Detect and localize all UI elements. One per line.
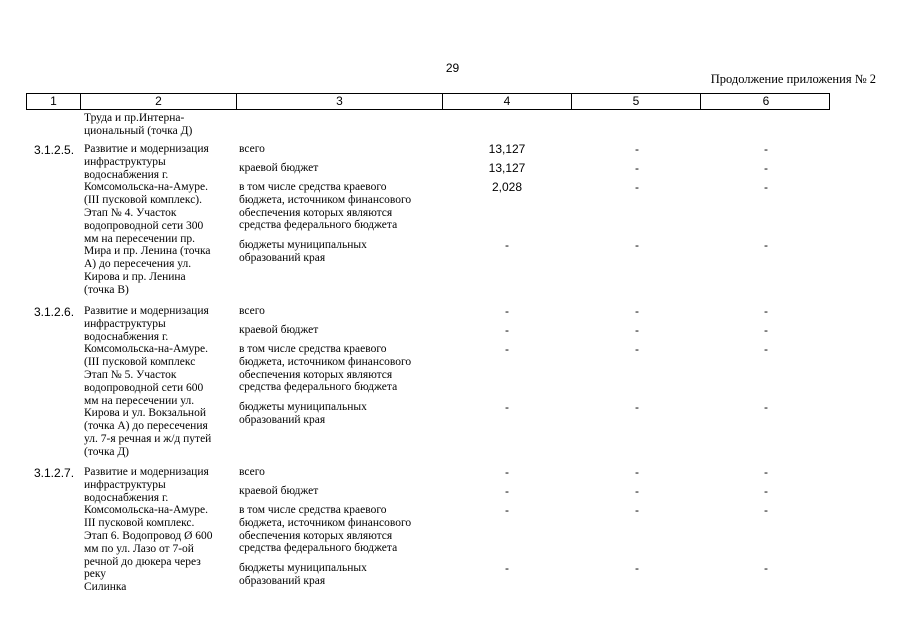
row-description-line: Развитие и модернизация (84, 305, 209, 317)
funding-source-label: в том числе средства краевого (239, 181, 387, 193)
row-description-line: Силинка (84, 581, 127, 594)
value-col-5: - (635, 323, 639, 337)
row-description-line: мм на пересечении ул. (84, 394, 195, 407)
continuation-text: Труда и пр.Интерна- (84, 112, 185, 124)
row-description-line: ул. 7-я речная и ж/д путей (84, 433, 212, 445)
value-col-5: - (635, 400, 639, 414)
value-col-6: - (764, 323, 768, 337)
row-description-line: Этап № 5. Участок (84, 369, 177, 381)
row-description-line: водоснабжения г. (84, 168, 169, 181)
value-col-4: - (505, 323, 509, 337)
value-col-5: - (635, 465, 639, 479)
value-col-5: - (635, 180, 639, 194)
header-col-3: 3 (237, 94, 443, 109)
row-description-line: Мира и пр. Ленина (точка (84, 245, 211, 258)
funding-source-label: всего (239, 143, 265, 155)
header-col-6: 6 (762, 94, 770, 108)
row-description-line: мм на пересечении пр. (84, 232, 196, 245)
value-col-6: - (764, 142, 768, 156)
table-header-row (26, 93, 830, 110)
funding-source-label: средства федерального бюджета (239, 542, 398, 555)
funding-source-label: обеспечения которых являются (239, 206, 393, 219)
row-description-line: Комсомольска-на-Амуре. (84, 181, 209, 194)
row-description-line: речной до дюкера через (84, 555, 201, 568)
row-description-line: водопроводной сети 300 (84, 219, 204, 232)
value-col-5: - (635, 238, 639, 252)
value-col-5: - (635, 503, 639, 517)
funding-source-label: всего (239, 466, 265, 478)
funding-source-label: всего (239, 305, 265, 317)
row-description-line: (III пусковой комплекс). (84, 194, 203, 207)
value-col-4: 2,028 (491, 180, 523, 194)
funding-source-label: бюджета, источником финансового (239, 516, 412, 529)
row-description-line: (точка В) (84, 283, 129, 296)
row-description-line: инфраструктуры (84, 317, 166, 330)
value-col-6: - (764, 342, 768, 356)
funding-source-label: обеспечения которых являются (239, 529, 393, 542)
funding-source-label: бюджеты муниципальных (239, 401, 367, 413)
value-col-4: - (505, 465, 509, 479)
funding-source-label: краевой бюджет (239, 162, 319, 174)
row-description-line: (точка Д) (84, 445, 130, 458)
funding-source-label: бюджета, источником финансового (239, 193, 412, 206)
value-col-6: - (764, 503, 768, 517)
row-description-line: Кирова и пр. Ленина (84, 271, 186, 283)
row-description-line: Этап № 4. Участок (84, 207, 177, 219)
value-col-5: - (635, 142, 639, 156)
row-description-line: водопроводной сети 600 (84, 381, 204, 394)
value-col-5: - (635, 304, 639, 318)
value-col-6: - (764, 304, 768, 318)
value-col-6: - (764, 465, 768, 479)
page-number: 29 (445, 61, 460, 75)
row-description-line: (III пусковой комплекс (84, 356, 196, 369)
value-col-4: 13,127 (488, 142, 526, 156)
value-col-4: - (505, 400, 509, 414)
row-description-line: Кирова и ул. Вокзальной (84, 407, 206, 420)
value-col-5: - (635, 484, 639, 498)
funding-source-label: средства федерального бюджета (239, 219, 398, 232)
funding-source-label: в том числе средства краевого (239, 504, 387, 516)
row-description-line: А) до пересечения ул. (84, 258, 192, 271)
value-col-6: - (764, 161, 768, 175)
value-col-6: - (764, 400, 768, 414)
row-description-line: Комсомольска-на-Амуре. (84, 504, 209, 517)
funding-source-label: образований края (239, 413, 326, 426)
value-col-6: - (764, 180, 768, 194)
header-col-2: 2 (81, 94, 237, 109)
row-description-line: Развитие и модернизация (84, 466, 209, 478)
funding-source-label: обеспечения которых являются (239, 368, 393, 381)
row-description-line: Комсомольска-на-Амуре. (84, 343, 209, 356)
value-col-5: - (635, 561, 639, 575)
row-description-line: реку (84, 568, 107, 581)
value-col-5: - (635, 161, 639, 175)
value-col-6: - (764, 484, 768, 498)
funding-source-label: образований края (239, 574, 326, 587)
row-code: 3.1.2.6. (34, 305, 75, 319)
appendix-caption: Продолжение приложения № 2 (710, 72, 876, 86)
row-code: 3.1.2.7. (34, 466, 75, 480)
header-col-4: 4 (443, 94, 572, 109)
row-description-line: (точка А) до пересечения (84, 420, 208, 433)
value-col-4: - (505, 484, 509, 498)
row-description-line: инфраструктуры (84, 155, 166, 168)
value-col-4: - (505, 238, 509, 252)
header-col-1: 1 (27, 94, 81, 109)
value-col-4: - (505, 342, 509, 356)
value-col-5: - (635, 342, 639, 356)
row-code: 3.1.2.5. (34, 143, 75, 157)
row-description-line: инфраструктуры (84, 478, 166, 491)
value-col-4: - (505, 304, 509, 318)
funding-source-label: образований края (239, 251, 326, 264)
row-description-line: Развитие и модернизация (84, 143, 209, 155)
value-col-4: - (505, 561, 509, 575)
row-description-line: водоснабжения г. (84, 491, 169, 504)
row-description-line: III пусковой комплекс. (84, 517, 195, 530)
row-description-line: Этап 6. Водопровод Ø 600 (84, 530, 213, 542)
row-description-line: мм по ул. Лазо от 7-ой (84, 542, 194, 555)
funding-source-label: бюджета, источником финансового (239, 355, 412, 368)
value-col-6: - (764, 561, 768, 575)
continuation-text: циональный (точка Д) (84, 124, 193, 137)
funding-source-label: краевой бюджет (239, 485, 319, 497)
header-col-5: 5 (572, 94, 701, 109)
funding-source-label: бюджеты муниципальных (239, 239, 367, 251)
row-description-line: водоснабжения г. (84, 330, 169, 343)
funding-source-label: средства федерального бюджета (239, 381, 398, 394)
funding-source-label: в том числе средства краевого (239, 343, 387, 355)
value-col-4: 13,127 (488, 161, 526, 175)
funding-source-label: краевой бюджет (239, 324, 319, 336)
value-col-4: - (505, 503, 509, 517)
value-col-6: - (764, 238, 768, 252)
funding-source-label: бюджеты муниципальных (239, 562, 367, 574)
